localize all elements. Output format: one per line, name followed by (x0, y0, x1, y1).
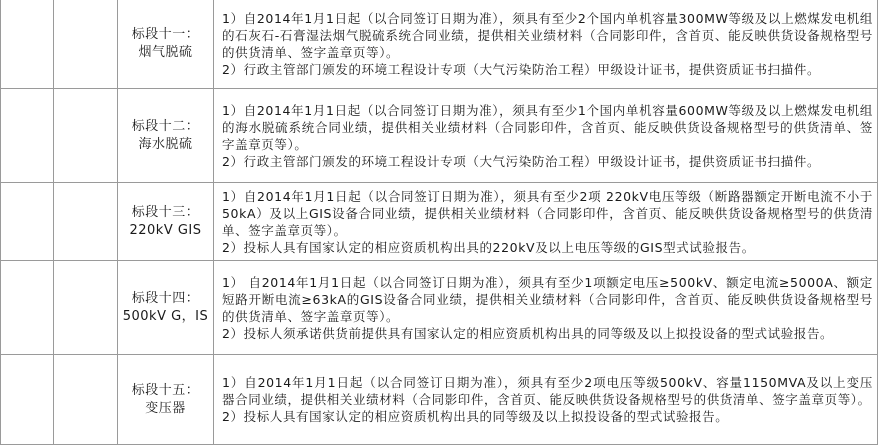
requirement-performance: 1）自2014年1月1日起（以合同签订日期为准），须具有至少1个国内单机容量600MW等级及以上燃煤发电机组的海水脱硫系统合同业绩，提供相关业绩材料（合同影印件，含首页、能反映供货设备规格型号的供货清单、签字盖章页等）。 (222, 102, 873, 152)
requirement-cell (214, 0, 878, 89)
table-row (1, 355, 878, 445)
table-row (1, 183, 878, 261)
table-row (1, 261, 878, 355)
requirement-performance: 1）自2014年1月1日起（以合同签订日期为准），须具有至少2项电压等级500kV、容量1150MVA及以上变压器合同业绩，提供相关业绩材料（合同影印件，含首页、能反映供货设备规格型号的供货清单、签字盖章页等）。 (222, 375, 873, 407)
requirement-qualification: 2）投标人具有国家认定的相应资质机构出具的同等级及以上拟投设备的型式试验报告。 (222, 409, 729, 424)
requirement-cell (214, 355, 878, 445)
lot-name: 变压器 (145, 400, 186, 416)
requirement-performance: 1）自2014年1月1日起（以合同签订日期为准），须具有至少2个国内单机容量300MW等级及以上燃煤发电机组的石灰石-石膏湿法烟气脱硫系统合同业绩，提供相关业绩材料（合同影印件，含首页、能反映供货设备规格型号的供货清单、签字盖章页等）。 (222, 10, 873, 60)
blank-column-cell (1, 89, 54, 183)
blank-column-cell (1, 355, 54, 445)
requirement-qualification: 2）投标人具有国家认定的相应资质机构出具的220kV及以上电压等级的GIS型式试验报告。 (222, 239, 755, 255)
blank-column-cell (1, 183, 54, 261)
blank-column-cell (54, 183, 118, 261)
requirement-performance: 1）自2014年1月1日起（以合同签订日期为准），须具有至少2项 220kV电压等级（断路器额定开断电流不小于50kA）及以上GIS设备合同业绩，提供相关业绩材料（合同影印件，含首页、能反映供货设备规格型号的供货清单、签字盖章页等）。 (222, 188, 873, 238)
blank-column-cell (1, 0, 54, 89)
requirement-cell (214, 183, 878, 261)
lot-cell (118, 183, 214, 261)
lot-cell (118, 89, 214, 183)
requirement-qualification: 2）行政主管部门颁发的环境工程设计专项（大气污染防治工程）甲级设计证书，提供资质证书扫描件。 (222, 153, 821, 169)
lot-title: 标段十二： (131, 118, 200, 134)
requirement-performance: 1） 自2014年1月1日起（以合同签订日期为准），须具有至少1项额定电压≥500kV、额定电流≥5000A、额定短路开断电流≥63kA的GIS设备合同业绩，提供相关业绩材料（合同影印件，含首页、能反映供货设备规格型号的供货清单、签字盖章页等）。 (222, 274, 873, 324)
blank-column-cell (54, 0, 118, 89)
lot-title: 标段十五： (131, 382, 200, 398)
lot-title: 标段十四： (131, 290, 200, 306)
blank-column-cell (1, 261, 54, 355)
lot-title: 标段十三： (131, 204, 200, 220)
lot-title: 标段十一： (131, 26, 200, 42)
table-row (1, 0, 878, 89)
requirement-cell (214, 89, 878, 183)
blank-column-cell (54, 355, 118, 445)
lot-cell (118, 0, 214, 89)
requirement-qualification: 2）投标人须承诺供货前提供具有国家认定的相应资质机构出具的同等级及以上拟投设备的型式试验报告。 (222, 325, 834, 341)
lot-name: 500kV G，IS (122, 308, 209, 324)
requirement-qualification: 2）行政主管部门颁发的环境工程设计专项（大气污染防治工程）甲级设计证书，提供资质证书扫描件。 (222, 61, 821, 77)
blank-column-cell (54, 261, 118, 355)
lot-name: 烟气脱硫 (138, 44, 193, 60)
requirement-cell (214, 261, 878, 355)
lot-cell (118, 355, 214, 445)
table-row (1, 89, 878, 183)
lot-name: 220kV GIS (129, 222, 202, 238)
blank-column-cell (54, 89, 118, 183)
lot-name: 海水脱硫 (138, 136, 193, 152)
lot-cell (118, 261, 214, 355)
